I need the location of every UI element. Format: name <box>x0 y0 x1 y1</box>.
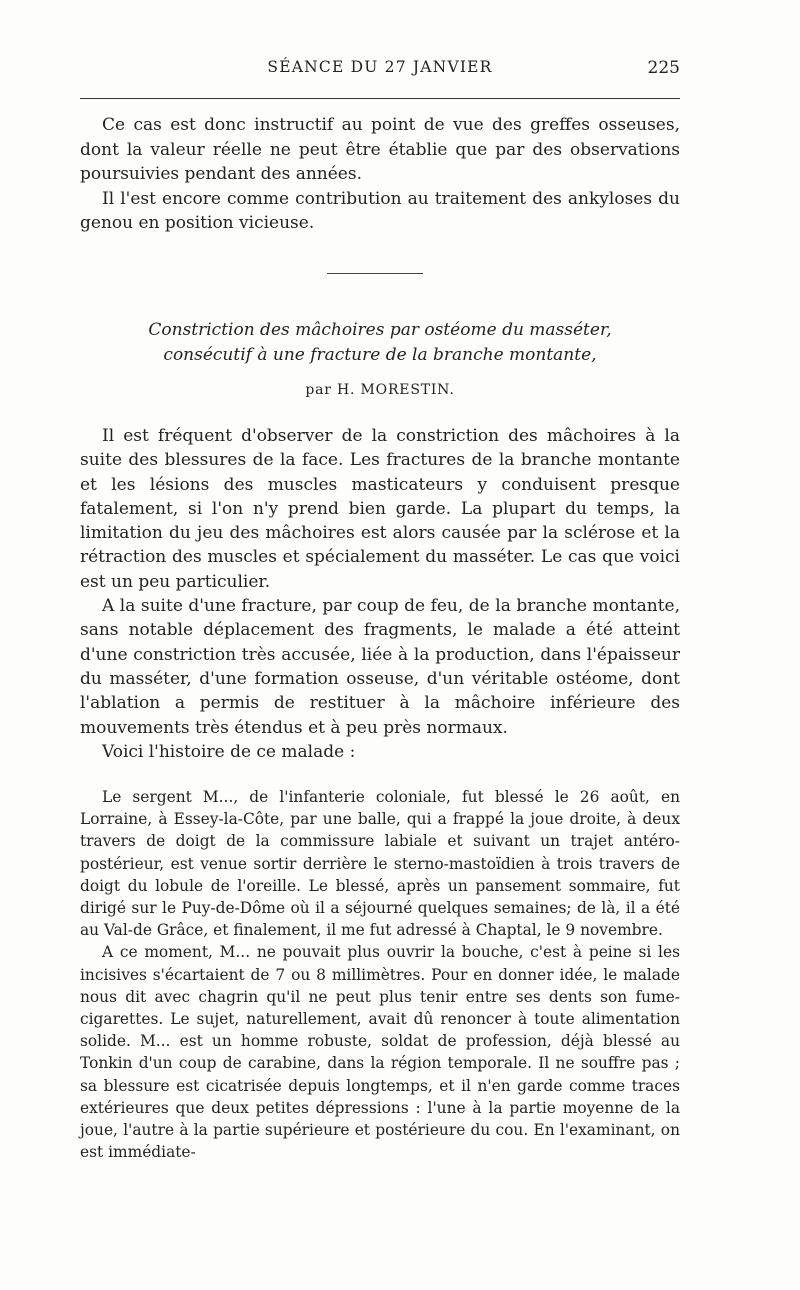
page-number: 225 <box>647 58 680 78</box>
paragraph: Ce cas est donc instructif au point de vue des greffes osseuses, dont la valeur réelle ne peut être établie que par des observations poursuivies pendant des années. <box>80 115 680 185</box>
paragraph: A la suite d'une fracture, par coup de feu, de la branche montante, sans notable déplacement des fragments, le malade a été atteint d'une constriction très accusée, liée à la production, dans l'épaisseur du masséter, d'une formation osseuse, d'un véritable ostéome, dont l'ablation a permis de restituer à la mâchoire inférieure des mouvements très étendus et à peu près normaux. <box>80 596 680 738</box>
paragraph: Il est fréquent d'observer de la constriction des mâchoires à la suite des blessures de la face. Les fractures de la branche montante et les lésions des muscles masticateurs y conduisent presque fatalement, si l'on n'y prend bien garde. La plupart du temps, la limitation du jeu des mâchoires est alors causée par la sclérose et la rétraction des muscles et spécialement du masséter. Le cas que voici est un peu particulier. <box>80 426 680 592</box>
article-title <box>80 318 680 368</box>
section-divider <box>327 273 423 274</box>
running-title: SÉANCE DU 27 JANVIER <box>267 58 493 76</box>
paragraph: Voici l'histoire de ce malade : <box>102 741 356 762</box>
paragraph: Il l'est encore comme contribution au traitement des ankyloses du genou en position vicieuse. <box>80 188 680 234</box>
running-header <box>80 58 680 88</box>
paragraph: Le sergent M..., de l'infanterie coloniale, fut blessé le 26 août, en Lorraine, à Essey-la-Côte, par une balle, qui a frappé la joue droite, à deux travers de doigt de la commissure labiale et suivant un trajet antéro-postérieur, est venue sortir derrière le sterno-mastoïdien à trois travers de doigt du lobule de l'oreille. Le blessé, après un pansement sommaire, fut dirigé sur le Puy-de-Dôme où il a séjourné quelques semaines; de là, il a été au Val-de Grâce, et finalement, il me fut adressé à Chaptal, le 9 novembre. <box>80 788 680 940</box>
article-title-line-1: Constriction des mâchoires par ostéome du masséter, <box>148 320 612 340</box>
paragraph: A ce moment, M... ne pouvait plus ouvrir la bouche, c'est à peine si les incisives s'écartaient de 7 ou 8 millimètres. Pour en donner idée, le malade nous dit avec chagrin qu'il ne peut plus tenir entre ses dents son fume-cigarettes. Le sujet, naturellement, avait dû renoncer à toute alimentation solide. M... est un homme robuste, soldat de profession, déjà blessé au Tonkin d'un coup de carabine, dans la région temporale. Il ne souffre pas ; sa blessure est cicatrisée depuis longtemps, et il n'en garde comme traces extérieures que deux petites dépressions : l'une à la partie moyenne de la joue, l'autre à la partie supérieure et postérieure du cou. En l'examinant, on est immédiate- <box>80 943 680 1162</box>
article-title-line-2: consécutif à une fracture de la branche montante, <box>163 345 597 365</box>
intro-text <box>80 113 680 236</box>
article-body <box>80 424 680 764</box>
header-rule <box>80 98 680 99</box>
case-history <box>80 786 680 1163</box>
article-byline: par H. MORESTIN. <box>305 382 455 398</box>
